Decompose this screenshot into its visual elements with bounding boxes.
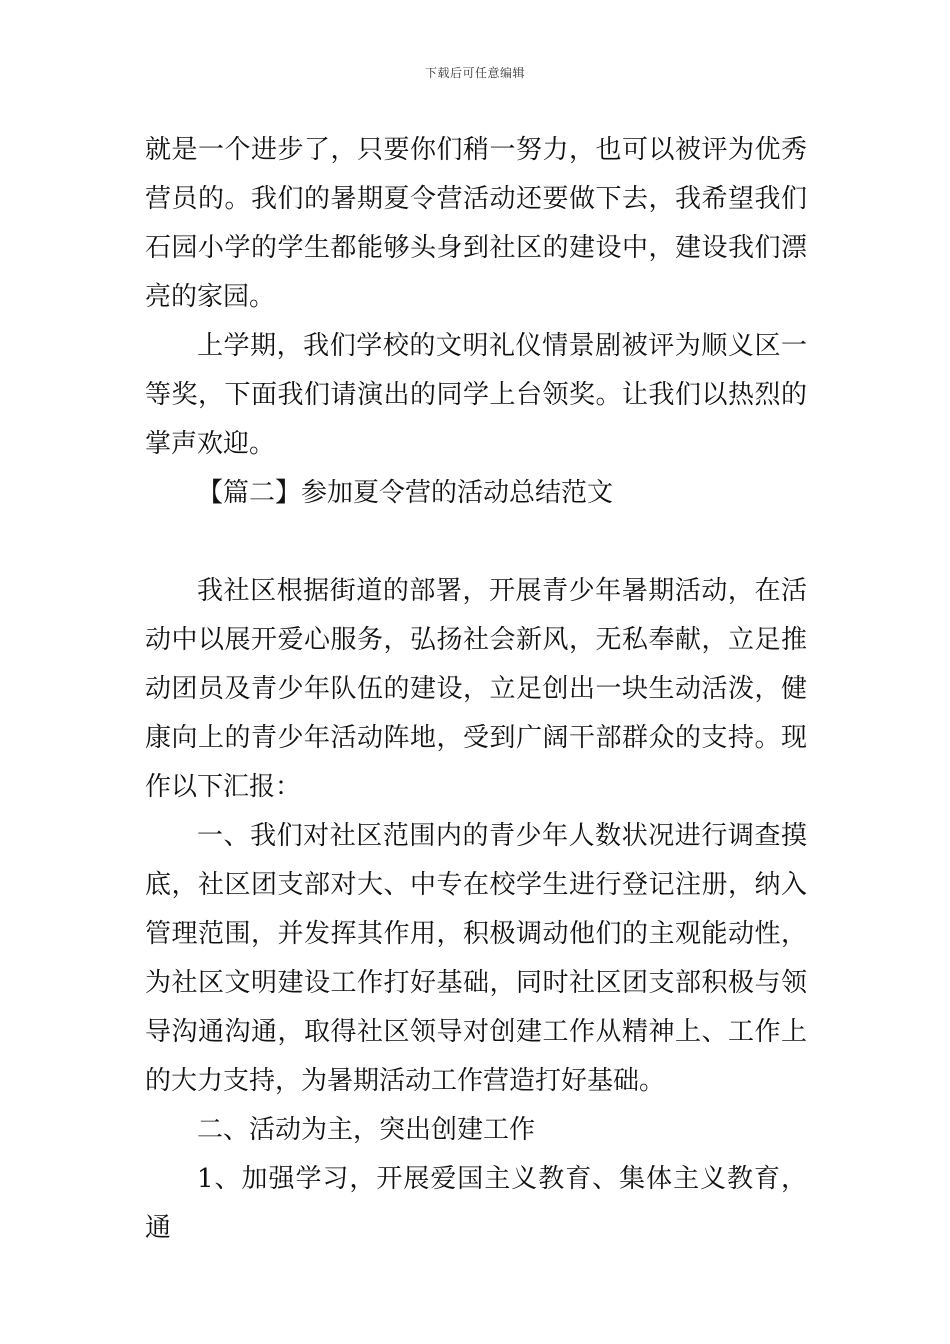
paragraph-continuation: 就是一个进步了，只要你们稍一努力，也可以被评为优秀营员的。我们的暑期夏令营活动还要做下去，我希望我们石园小学的学生都能够头身到社区的建设中，建设我们漂亮的家园。 [145, 135, 807, 312]
paragraph-point-two: 二、活动为主，突出创建工作 [197, 1115, 536, 1145]
paragraph-intro: 我社区根据街道的部署，开展青少年暑期活动，在活动中以展开爱心服务，弘扬社会新风，无私奉献，立足推动团员及青少年队伍的建设，立足创出一块生动活泼，健康向上的青少年活动阵地，受到广阔干部群众的支持。现作以下汇报： [145, 576, 807, 802]
paragraph-item-one: 1、加强学习，开展爱国主义教育、集体主义教育，通 [145, 1164, 807, 1243]
document-body [145, 126, 807, 1253]
page-header: 下载后可任意编辑 [424, 66, 525, 80]
paragraph-point-one: 一、我们对社区范围内的青少年人数状况进行调查摸底，社区团支部对大、中专在校学生进行登记注册，纳入管理范围，并发挥其作用，积极调动他们的主观能动性，为社区文明建设工作打好基础，同时社区团支部积极与领导沟通沟通，取得社区领导对创建工作从精神上、工作上的大力支持，为暑期活动工作营造打好基础。 [145, 821, 807, 1096]
paragraph-award: 上学期，我们学校的文明礼仪情景剧被评为顺义区一等奖，下面我们请演出的同学上台领奖。让我们以热烈的掌声欢迎。 [145, 331, 807, 459]
section-heading: 【篇二】参加夏令营的活动总结范文 [197, 478, 614, 508]
blank-line [145, 518, 807, 567]
